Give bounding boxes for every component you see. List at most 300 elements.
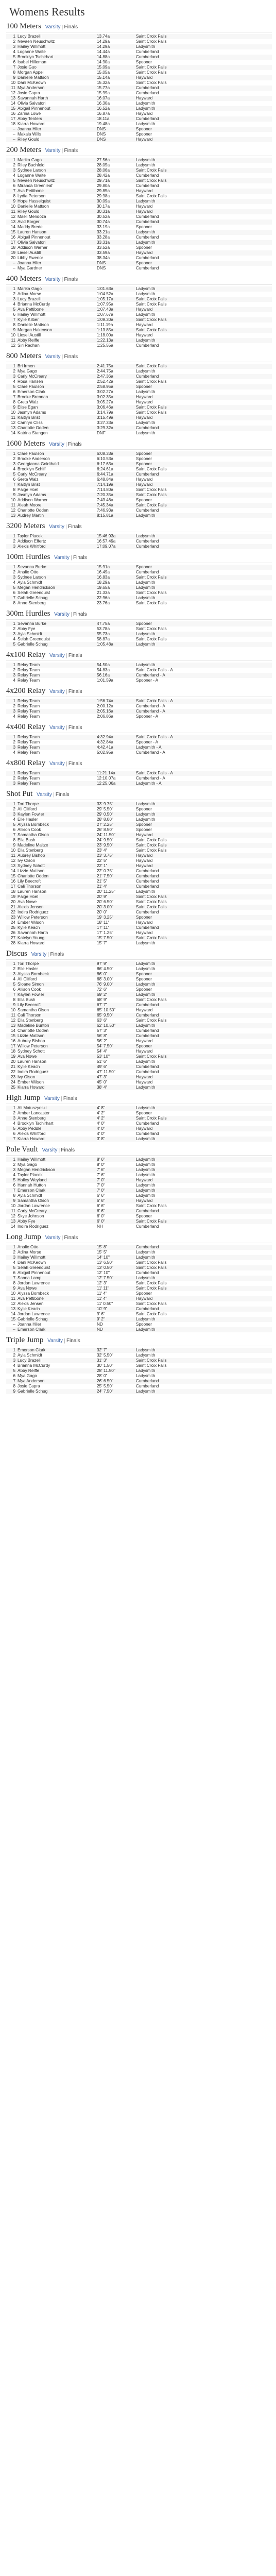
athlete-name[interactable]: Lydia Peterson <box>18 194 46 198</box>
team-name[interactable]: Saint Croix Falls <box>135 905 272 910</box>
team-name[interactable]: Saint Croix Falls <box>136 487 167 492</box>
athlete-name[interactable]: Willow Peterson <box>16 915 96 920</box>
athlete-name[interactable]: Lucy Brazelli <box>16 1358 96 1363</box>
team-name[interactable]: Hayward <box>136 204 153 209</box>
team-name[interactable]: Spooner <box>136 987 152 992</box>
team-name[interactable]: Saint Croix Falls <box>135 65 272 70</box>
team-name[interactable]: Cumberland <box>136 508 159 513</box>
team-name[interactable]: Cumberland <box>135 1209 272 1214</box>
athlete-name[interactable]: Ali Matuszynski <box>16 1106 96 1111</box>
team-name[interactable]: Ladysmith <box>135 596 272 601</box>
athlete-name[interactable]: Riley Gould <box>16 209 96 214</box>
athlete-name[interactable]: Megan Hendrickson <box>16 585 96 590</box>
team-name[interactable]: Ladysmith <box>135 1188 272 1193</box>
team-name[interactable]: Spooner - A <box>136 714 159 719</box>
team-name[interactable]: Cumberland <box>136 1270 159 1275</box>
athlete-name[interactable]: Savannah Harth <box>18 930 48 935</box>
athlete-name[interactable]: Mya Gago <box>18 1162 37 1167</box>
team-name[interactable]: Hayward <box>135 853 272 858</box>
team-name[interactable]: Spooner <box>136 245 152 250</box>
team-name[interactable]: Hayward <box>135 250 272 256</box>
team-name[interactable]: Ladysmith <box>135 812 272 817</box>
team-name[interactable]: Cumberland <box>135 374 272 379</box>
team-name[interactable]: Cumberland <box>135 1013 272 1018</box>
team-name[interactable]: Cumberland <box>135 1245 272 1250</box>
team-name[interactable]: Hayward <box>135 1178 272 1183</box>
team-name[interactable]: Ladysmith <box>135 1327 272 1332</box>
team-name[interactable]: Saint Croix Falls <box>136 900 167 904</box>
team-name[interactable]: Ladysmith <box>135 240 272 245</box>
athlete-name[interactable]: Riley Gould <box>16 137 96 142</box>
team-name[interactable]: Ladysmith <box>136 967 156 971</box>
team-name[interactable]: Spooner <box>136 225 152 229</box>
team-name[interactable]: Saint Croix Falls <box>136 997 167 1002</box>
athlete-name[interactable]: Libby Swenor <box>18 256 43 260</box>
athlete-name[interactable]: Ivy Olson <box>16 1075 96 1080</box>
team-name[interactable]: Saint Croix Falls <box>135 575 272 580</box>
team-name[interactable]: Cumberland <box>136 214 159 219</box>
athlete-name[interactable]: Mya Gago <box>18 1374 37 1378</box>
athlete-name[interactable]: Relay Team <box>18 678 40 683</box>
team-name[interactable]: Cumberland - A <box>135 673 272 678</box>
team-name[interactable]: Ladysmith <box>135 585 272 590</box>
team-name[interactable]: Hayward <box>136 1080 153 1084</box>
team-name[interactable]: Saint Croix Falls <box>136 601 167 605</box>
team-name[interactable]: Ladysmith <box>136 580 156 585</box>
team-name[interactable]: Hayward <box>135 1296 272 1301</box>
athlete-name[interactable]: Hailey Willmott <box>16 1255 96 1260</box>
team-name[interactable]: Spooner <box>135 822 272 827</box>
athlete-name[interactable]: Elise Egan <box>16 405 96 410</box>
athlete-name[interactable]: Josie Guo <box>16 65 96 70</box>
athlete-name[interactable]: Lucy Brazelli <box>16 34 96 39</box>
event-level-link[interactable]: Varsity <box>44 1096 60 1101</box>
team-name[interactable]: Ladysmith <box>135 44 272 49</box>
team-name[interactable]: Ladysmith <box>135 106 272 111</box>
team-name[interactable]: Spooner <box>135 384 272 389</box>
team-name[interactable]: Hayward <box>136 1049 153 1054</box>
athlete-name[interactable]: Lucy Brazelli <box>16 297 96 302</box>
team-name[interactable]: Ladysmith <box>136 1162 156 1167</box>
team-name[interactable]: Cumberland <box>135 426 272 431</box>
athlete-name[interactable]: Relay Team <box>16 663 96 668</box>
athlete-name[interactable]: Josie Capra <box>18 1384 40 1388</box>
athlete-name[interactable]: Ava Pettibone <box>16 1296 96 1301</box>
event-level-link[interactable]: Varsity <box>31 952 47 957</box>
athlete-name[interactable]: Alexis Whitford <box>18 1131 46 1136</box>
athlete-name[interactable]: Aubrey Bishop <box>16 853 96 858</box>
athlete-name[interactable]: Joanna Hiler <box>16 261 96 266</box>
athlete-name[interactable]: Addison Effertz <box>18 539 46 544</box>
athlete-name[interactable]: Clare Paulson <box>16 384 96 389</box>
event-level-link[interactable]: Varsity <box>49 761 65 767</box>
athlete-name[interactable]: Brooklyn Tschirhart <box>16 55 96 60</box>
team-name[interactable]: Spooner <box>135 451 272 456</box>
team-name[interactable]: Saint Croix Falls <box>135 178 272 183</box>
team-name[interactable]: Hayward <box>135 137 272 142</box>
athlete-name[interactable]: Kiarra Howard <box>16 1137 96 1142</box>
athlete-name[interactable]: Abigail Pinnenout <box>18 1270 50 1275</box>
team-name[interactable]: Saint Croix Falls <box>135 1265 272 1270</box>
athlete-name[interactable]: Abigail Pinnenout <box>18 235 50 240</box>
team-name[interactable]: Hayward <box>136 323 153 327</box>
athlete-name[interactable]: Hailey Willmott <box>16 1157 96 1162</box>
athlete-name[interactable]: Camryn Cliss <box>18 420 43 425</box>
team-name[interactable]: Cumberland <box>135 925 272 930</box>
team-name[interactable]: Hayward <box>135 1126 272 1131</box>
athlete-name[interactable]: Relay Team <box>18 750 40 755</box>
athlete-name[interactable]: Elle Hasler <box>18 967 38 971</box>
team-name[interactable]: Saint Croix Falls <box>136 70 167 75</box>
team-name[interactable]: Spooner <box>136 977 152 981</box>
athlete-name[interactable]: Selah Greenquist <box>18 637 50 641</box>
athlete-name[interactable]: Clare Paulson <box>16 451 96 456</box>
athlete-name[interactable]: Emerson Clark <box>16 1188 96 1193</box>
team-name[interactable]: Saint Croix Falls <box>135 168 272 173</box>
team-name[interactable]: Saint Croix Falls <box>135 936 272 941</box>
team-name[interactable]: Spooner <box>135 972 272 977</box>
athlete-name[interactable]: Relay Team <box>18 704 40 708</box>
athlete-name[interactable]: Samantha Olson <box>18 1008 49 1012</box>
team-name[interactable]: Saint Croix Falls <box>135 364 272 369</box>
athlete-name[interactable]: Skye Johnson <box>18 1214 44 1218</box>
team-name[interactable]: Spooner <box>135 127 272 132</box>
team-name[interactable]: Saint Croix Falls <box>136 848 167 853</box>
athlete-name[interactable]: Jordan Lawrence <box>18 1204 50 1208</box>
team-name[interactable]: Saint Croix Falls <box>136 80 167 85</box>
athlete-name[interactable]: Rosa Hansen <box>18 379 43 384</box>
athlete-name[interactable]: Hailey Willmott <box>16 44 96 49</box>
athlete-name[interactable]: Relay Team <box>18 740 40 744</box>
athlete-name[interactable]: Katrina Stangen <box>18 431 48 435</box>
team-name[interactable]: Ladysmith <box>136 163 156 167</box>
athlete-name[interactable]: Katelyn Young <box>16 936 96 941</box>
athlete-name[interactable]: Danielle Mattson <box>18 204 49 209</box>
athlete-name[interactable]: Audrey Martin <box>16 513 96 518</box>
team-name[interactable]: Cumberland <box>136 91 159 95</box>
team-name[interactable]: Ladysmith <box>135 1348 272 1353</box>
team-name[interactable]: Ladysmith <box>135 1167 272 1173</box>
team-name[interactable]: Cumberland <box>135 544 272 549</box>
team-name[interactable]: Saint Croix Falls <box>136 1301 167 1306</box>
athlete-name[interactable]: Alyssa Bornbeck <box>16 822 96 827</box>
team-name[interactable]: Cumberland <box>136 235 159 240</box>
athlete-name[interactable]: Marika Gago <box>16 158 96 163</box>
team-name[interactable]: Spooner - A <box>136 740 159 744</box>
athlete-name[interactable]: Hailey Weyland <box>16 1178 96 1183</box>
team-name[interactable]: Cumberland <box>135 1003 272 1008</box>
team-name[interactable]: Hayward <box>135 415 272 420</box>
team-name[interactable]: Spooner <box>136 1291 152 1296</box>
athlete-name[interactable]: Brooke Anderson <box>18 456 50 461</box>
athlete-name[interactable]: Ava Nowe <box>18 900 37 904</box>
athlete-name[interactable]: Anne Stenberg <box>16 1116 96 1121</box>
athlete-name[interactable]: Jordan Lawrence <box>18 1281 50 1285</box>
team-name[interactable]: Saint Croix Falls <box>135 1116 272 1121</box>
team-name[interactable]: Saint Croix Falls <box>136 1260 167 1265</box>
athlete-name[interactable]: Abby Fye <box>18 626 36 631</box>
athlete-name[interactable]: Lauren Hanson <box>18 1059 46 1064</box>
athlete-name[interactable]: Brooke Brennan <box>16 395 96 400</box>
event-level-link[interactable]: Varsity <box>47 1338 63 1344</box>
athlete-name[interactable]: Kaitlyn Brist <box>16 415 96 420</box>
athlete-name[interactable]: Gabrielle Schug <box>16 1389 96 1394</box>
team-name[interactable]: Ladysmith <box>135 1157 272 1162</box>
team-name[interactable]: Ladysmith - A <box>135 781 272 786</box>
athlete-name[interactable]: Addison Warner <box>18 498 48 502</box>
team-name[interactable]: Cumberland <box>136 1384 159 1388</box>
team-name[interactable]: Ladysmith <box>136 292 156 296</box>
team-name[interactable]: Ladysmith <box>136 817 156 822</box>
athlete-name[interactable]: Anne Stenberg <box>18 601 46 605</box>
team-name[interactable]: Saint Croix Falls <box>135 894 272 900</box>
team-name[interactable]: Cumberland <box>136 1131 159 1136</box>
athlete-name[interactable]: Carly McCreary <box>16 472 96 477</box>
team-name[interactable]: Ladysmith <box>136 431 156 435</box>
athlete-name[interactable]: Ava Nowe <box>16 1286 96 1291</box>
team-name[interactable]: Spooner <box>136 1111 152 1115</box>
event-level-link[interactable]: Varsity <box>49 653 65 658</box>
athlete-name[interactable]: Madeline Maltze <box>16 843 96 848</box>
athlete-name[interactable]: Abby Tenters <box>16 116 96 122</box>
athlete-name[interactable]: Greta Walz <box>18 477 39 482</box>
athlete-name[interactable]: Liesel Austill <box>18 333 41 337</box>
athlete-name[interactable]: Mya Anderson <box>16 86 96 91</box>
athlete-name[interactable]: Mya Gago <box>18 369 37 374</box>
athlete-name[interactable]: Selah Greenquist <box>16 1265 96 1270</box>
team-name[interactable]: Hayward <box>136 920 153 925</box>
athlete-name[interactable]: Relay Team <box>16 745 96 750</box>
team-name[interactable]: Cumberland <box>136 343 159 348</box>
athlete-name[interactable]: Charlotte Odden <box>16 426 96 431</box>
athlete-name[interactable]: Georgianna Goldthald <box>16 462 96 467</box>
team-name[interactable]: Ladysmith <box>135 992 272 997</box>
team-name[interactable]: Cumberland <box>135 55 272 60</box>
athlete-name[interactable]: Taylor Placek <box>16 534 96 539</box>
athlete-name[interactable]: Lily Beecroft <box>16 1003 96 1008</box>
team-name[interactable]: Cumberland <box>136 910 159 914</box>
team-name[interactable]: Ladysmith <box>136 1193 156 1198</box>
team-name[interactable]: Saint Croix Falls <box>136 467 167 471</box>
athlete-name[interactable]: Abby Reiffe <box>16 1368 96 1374</box>
athlete-name[interactable]: Ember Wilson <box>18 920 44 925</box>
athlete-name[interactable]: Gabrielle Schug <box>16 1317 96 1322</box>
athlete-name[interactable]: Ava Pettibone <box>16 307 96 312</box>
team-name[interactable]: Hayward <box>135 96 272 101</box>
team-name[interactable]: Cumberland <box>135 1033 272 1039</box>
team-name[interactable]: Cumberland <box>136 1224 159 1229</box>
team-name[interactable]: Ladysmith <box>136 1183 156 1188</box>
athlete-name[interactable]: Charlotte Odden <box>16 874 96 879</box>
team-name[interactable]: Saint Croix Falls <box>136 838 167 842</box>
event-level-link[interactable]: Varsity <box>37 792 52 798</box>
team-name[interactable]: Ladysmith <box>135 802 272 807</box>
team-name[interactable]: Spooner <box>136 1214 152 1218</box>
athlete-name[interactable]: Kiarra Howard <box>16 1085 96 1090</box>
athlete-name[interactable]: Aubrey Bishop <box>18 1039 45 1043</box>
athlete-name[interactable]: Marika Gago <box>16 286 96 292</box>
athlete-name[interactable]: Jordan Lawrence <box>18 1312 50 1316</box>
athlete-name[interactable]: Kaylen Fowler <box>16 992 96 997</box>
athlete-name[interactable]: Dani McKeown <box>18 1260 46 1265</box>
athlete-name[interactable]: Alyssa Bornbeck <box>16 972 96 977</box>
event-level-link[interactable]: Varsity <box>54 612 70 617</box>
team-name[interactable]: Ladysmith <box>136 101 156 106</box>
athlete-name[interactable]: Maddy Brede <box>18 225 43 229</box>
team-name[interactable]: Cumberland <box>136 256 159 260</box>
team-name[interactable]: Cumberland - A <box>136 704 165 708</box>
team-name[interactable]: Saint Croix Falls <box>136 302 167 307</box>
team-name[interactable]: Cumberland <box>136 1070 159 1074</box>
athlete-name[interactable]: Josie Capra <box>18 91 40 95</box>
athlete-name[interactable]: Relay Team <box>16 771 96 776</box>
athlete-name[interactable]: Savannah Harth <box>16 96 96 101</box>
team-name[interactable]: Cumberland <box>136 539 159 544</box>
athlete-name[interactable]: Siri Radhan <box>18 343 40 348</box>
athlete-name[interactable]: Mya Anderson <box>16 1379 96 1384</box>
athlete-name[interactable]: Ayla Schmidt <box>18 1353 42 1358</box>
team-name[interactable]: Spooner <box>135 915 272 920</box>
team-name[interactable]: Cumberland <box>136 266 159 270</box>
athlete-name[interactable]: Brianna McCurdy <box>18 302 50 307</box>
team-name[interactable]: Cumberland <box>135 86 272 91</box>
team-name[interactable]: Ladysmith <box>136 1173 156 1177</box>
team-name[interactable]: Cumberland <box>136 1028 159 1033</box>
team-name[interactable]: Ladysmith <box>135 1276 272 1281</box>
team-name[interactable]: Hayward <box>135 1075 272 1080</box>
athlete-name[interactable]: Hannah Hutton <box>18 1183 46 1188</box>
athlete-name[interactable]: Samantha Olson <box>16 1198 96 1204</box>
athlete-name[interactable]: Cali Thorson <box>16 884 96 889</box>
team-name[interactable]: Cumberland <box>136 570 159 574</box>
athlete-name[interactable]: Elle Hasler <box>18 817 38 822</box>
athlete-name[interactable]: Joanna Hiler <box>18 1322 41 1327</box>
athlete-name[interactable]: Jasmyn Adams <box>16 493 96 498</box>
athlete-name[interactable]: Morgan Appel <box>18 70 44 75</box>
athlete-name[interactable]: Analie Otto <box>16 1245 96 1250</box>
athlete-name[interactable]: Hailey Willmott <box>18 312 46 317</box>
team-name[interactable]: Saint Croix Falls <box>135 1358 272 1363</box>
team-name[interactable]: Hayward <box>136 930 153 935</box>
athlete-name[interactable]: Kylie Keach <box>16 925 96 930</box>
athlete-name[interactable]: Lily Beecroft <box>18 879 41 884</box>
team-name[interactable]: Ladysmith <box>135 1255 272 1260</box>
athlete-name[interactable]: Lauren Hanson <box>18 889 46 894</box>
team-name[interactable]: Cumberland <box>135 472 272 477</box>
team-name[interactable]: Saint Croix Falls <box>135 34 272 39</box>
team-name[interactable]: Saint Croix Falls - A <box>135 771 272 776</box>
athlete-name[interactable]: Cali Thorson <box>16 1013 96 1018</box>
team-name[interactable]: Ladysmith <box>135 1106 272 1111</box>
athlete-name[interactable]: Loganne Waite <box>18 49 46 54</box>
team-name[interactable]: Cumberland - A <box>136 750 165 755</box>
team-name[interactable]: Cumberland <box>135 874 272 879</box>
athlete-name[interactable]: Alexis Jensen <box>18 1301 44 1306</box>
athlete-name[interactable]: Ayla Schmidt <box>18 1193 42 1198</box>
athlete-name[interactable]: Amber Lancaster <box>18 1111 50 1115</box>
team-name[interactable]: Ladysmith <box>135 1389 272 1394</box>
team-name[interactable]: Saint Croix Falls <box>135 405 272 410</box>
athlete-name[interactable]: Allison Cook <box>18 987 41 992</box>
team-name[interactable]: Ladysmith <box>136 389 156 394</box>
athlete-name[interactable]: Brooklyn Tschirhart <box>18 1121 54 1126</box>
team-name[interactable]: Ladysmith <box>135 534 272 539</box>
team-name[interactable]: Cumberland <box>136 869 159 873</box>
team-name[interactable]: Hayward <box>136 400 153 404</box>
athlete-name[interactable]: Riley Bachfeld <box>18 163 45 167</box>
team-name[interactable]: Ladysmith <box>135 338 272 343</box>
team-name[interactable]: Cumberland <box>136 49 159 54</box>
event-level-link[interactable]: Varsity <box>45 354 61 360</box>
athlete-name[interactable]: Ava Pettibone <box>16 189 96 194</box>
athlete-name[interactable]: Emerson Clark <box>18 389 46 394</box>
athlete-name[interactable]: Miranda Greenleaf <box>18 183 53 188</box>
athlete-name[interactable]: Adina Morse <box>18 292 41 296</box>
athlete-name[interactable]: Sydnee Larson <box>16 575 96 580</box>
team-name[interactable]: Cumberland <box>135 1307 272 1312</box>
team-name[interactable]: Cumberland <box>135 1064 272 1070</box>
athlete-name[interactable]: Ali Clifford <box>18 977 37 981</box>
team-name[interactable]: Saint Croix Falls <box>136 626 167 631</box>
athlete-name[interactable]: Analie Otto <box>18 570 39 574</box>
athlete-name[interactable]: Relay Team <box>16 781 96 786</box>
event-level-link[interactable]: Varsity <box>49 524 64 530</box>
team-name[interactable]: Ladysmith <box>135 199 272 204</box>
athlete-name[interactable]: Sanna Lamp <box>16 1276 96 1281</box>
team-name[interactable]: Saint Croix Falls <box>135 1219 272 1224</box>
team-name[interactable]: Ladysmith - A <box>135 745 272 750</box>
team-name[interactable]: Spooner <box>136 60 152 64</box>
athlete-name[interactable]: Lauren Hanson <box>16 230 96 235</box>
team-name[interactable]: Saint Croix Falls - A <box>135 699 272 704</box>
team-name[interactable]: Ladysmith <box>136 420 156 425</box>
athlete-name[interactable]: Gabrielle Schug <box>16 642 96 647</box>
athlete-name[interactable]: Emerson Clark <box>16 1348 96 1353</box>
team-name[interactable]: Ladysmith <box>136 369 156 374</box>
athlete-name[interactable]: Indira Rodriguez <box>18 1070 49 1074</box>
team-name[interactable]: Ladysmith <box>136 1353 156 1358</box>
team-name[interactable]: Hayward <box>135 209 272 214</box>
athlete-name[interactable]: Makala Wills <box>18 132 41 137</box>
athlete-name[interactable]: Relay Team <box>16 735 96 740</box>
athlete-name[interactable]: Samantha Olson <box>16 833 96 838</box>
athlete-name[interactable]: Relay Team <box>16 699 96 704</box>
event-level-link[interactable]: Varsity <box>45 1235 61 1241</box>
event-level-link[interactable]: Varsity <box>54 555 70 561</box>
athlete-name[interactable]: Lizzie Mattson <box>16 1033 96 1039</box>
athlete-name[interactable]: Jasmyn Adams <box>18 410 46 415</box>
event-level-link[interactable]: Varsity <box>45 277 61 282</box>
team-name[interactable]: Hayward <box>136 111 153 116</box>
event-level-link[interactable]: Varsity <box>42 1147 58 1153</box>
event-level-link[interactable]: Varsity <box>49 442 64 447</box>
athlete-name[interactable]: Charlotte Odden <box>18 508 49 513</box>
athlete-name[interactable]: Charlotte Odden <box>18 1028 49 1033</box>
athlete-name[interactable]: Indira Rodriguez <box>18 910 49 914</box>
team-name[interactable]: Ladysmith <box>136 122 156 126</box>
team-name[interactable]: Saint Croix Falls <box>135 843 272 848</box>
athlete-name[interactable]: Indira Rodriguez <box>18 1224 49 1229</box>
team-name[interactable]: Ladysmith <box>136 889 156 894</box>
team-name[interactable]: Ladysmith <box>135 230 272 235</box>
team-name[interactable]: Spooner <box>136 456 152 461</box>
team-name[interactable]: Cumberland <box>136 173 159 178</box>
athlete-name[interactable]: Kaylen Fowler <box>16 812 96 817</box>
team-name[interactable]: Ladysmith <box>135 632 272 637</box>
team-name[interactable]: Hayward <box>135 189 272 194</box>
team-name[interactable]: Spooner <box>136 807 152 811</box>
team-name[interactable]: Cumberland - A <box>136 776 165 781</box>
